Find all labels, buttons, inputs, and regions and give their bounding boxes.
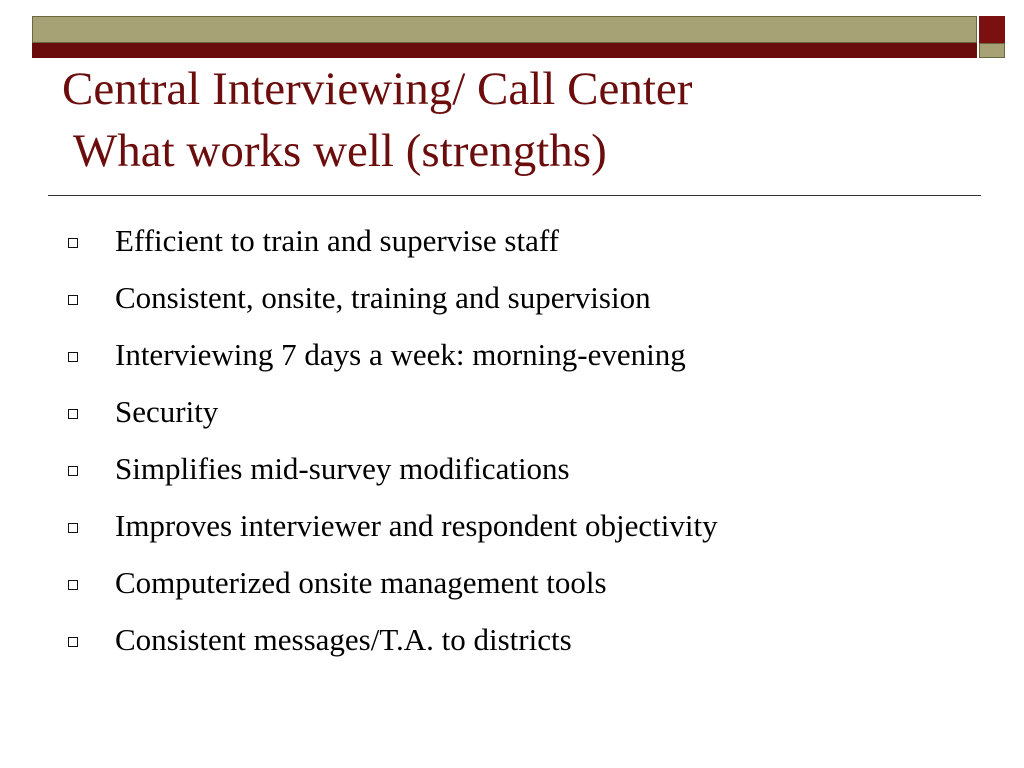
slide-title-line-2: What works well (strengths) [62, 125, 607, 177]
bullet-item [64, 440, 964, 497]
bullet-list [64, 212, 964, 668]
bullet-item [64, 554, 964, 611]
header-accent-square-olive [979, 43, 1005, 58]
header-banner-olive-bar [32, 16, 977, 43]
header-banner-maroon-bar [32, 43, 977, 58]
bullet-text: Improves interviewer and respondent objectivity [115, 507, 718, 543]
hollow-square-icon [68, 466, 78, 476]
bullet-text: Efficient to train and supervise staff [115, 222, 559, 258]
hollow-square-icon [68, 238, 78, 248]
hollow-square-icon [68, 409, 78, 419]
bullet-text: Simplifies mid-survey modifications [115, 450, 570, 486]
header-accent-square-maroon [979, 16, 1005, 43]
bullet-text: Consistent messages/T.A. to districts [115, 621, 572, 657]
hollow-square-icon [68, 295, 78, 305]
bullet-text: Consistent, onsite, training and supervision [115, 279, 651, 315]
title-divider [48, 195, 981, 196]
bullet-item [64, 383, 964, 440]
hollow-square-icon [68, 637, 78, 647]
hollow-square-icon [68, 580, 78, 590]
bullet-text: Computerized onsite management tools [115, 564, 607, 600]
bullet-text: Security [115, 393, 219, 429]
hollow-square-icon [68, 352, 78, 362]
slide-title [62, 58, 982, 182]
slide-title-line-1: Central Interviewing/ Call Center [62, 63, 693, 115]
bullet-item [64, 611, 964, 668]
bullet-text: Interviewing 7 days a week: morning-evening [115, 336, 686, 372]
bullet-item [64, 269, 964, 326]
bullet-item [64, 497, 964, 554]
hollow-square-icon [68, 523, 78, 533]
bullet-item [64, 212, 964, 269]
bullet-item [64, 326, 964, 383]
